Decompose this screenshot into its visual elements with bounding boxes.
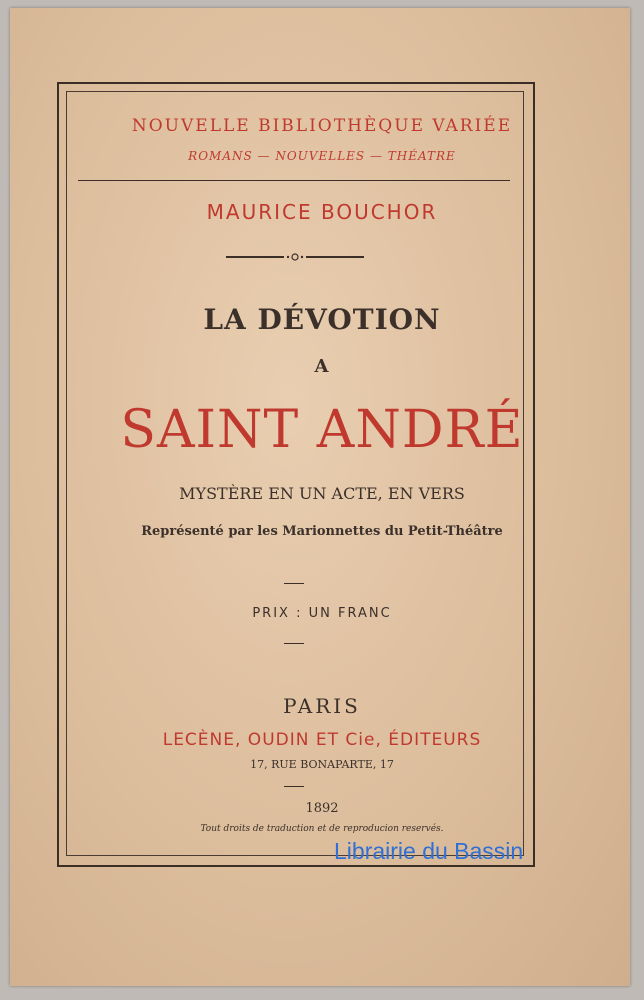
dash-divider bbox=[284, 583, 304, 584]
price-text: PRIX : UN FRANC bbox=[252, 606, 392, 621]
title-main: SAINT ANDRÉ bbox=[120, 400, 524, 460]
publication-year: 1892 bbox=[305, 801, 339, 816]
rights-notice: Tout droits de traduction et de reproducion reservés. bbox=[200, 824, 444, 834]
dash-divider bbox=[284, 786, 304, 787]
series-title: NOUVELLE BIBLIOTHÈQUE VARIÉE bbox=[131, 116, 513, 136]
divider-rule bbox=[78, 180, 510, 181]
ornament-divider bbox=[226, 250, 364, 264]
dash-divider bbox=[284, 643, 304, 644]
author-name: MAURICE BOUCHOR bbox=[206, 200, 438, 224]
publisher-address: 17, RUE BONAPARTE, 17 bbox=[250, 758, 394, 771]
title-line-2: A bbox=[314, 356, 330, 377]
publisher: LECÈNE, OUDIN ET Cie, ÉDITEURS bbox=[162, 730, 482, 750]
watermark-text: Librairie du Bassin bbox=[334, 838, 524, 864]
performance-note: Représenté par les Marionnettes du Petit-Théâtre bbox=[141, 524, 503, 539]
work-description: MYSTÈRE EN UN ACTE, EN VERS bbox=[179, 484, 465, 503]
series-subtitle: ROMANS — NOUVELLES — THÉATRE bbox=[188, 149, 456, 163]
title-line-1: LA DÉVOTION bbox=[203, 303, 441, 336]
city: PARIS bbox=[283, 694, 361, 718]
